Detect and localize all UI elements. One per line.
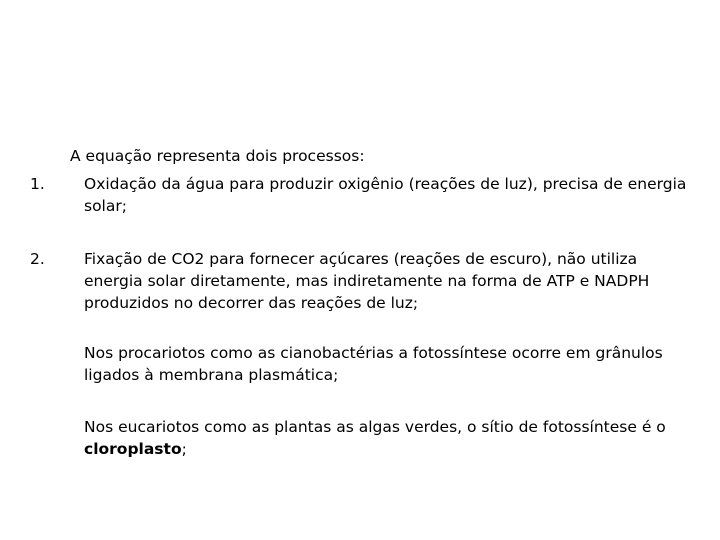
- paragraph-procariotos: Nos procariotos como as cianobactérias a fotossíntese ocorre em grânulos ligados à membrana plasmática;: [84, 344, 663, 384]
- term-cloroplasto: cloroplasto: [84, 440, 182, 458]
- paragraph-eucariotos-suffix: ;: [181, 440, 187, 458]
- list-item-text-2: Fixação de CO2 para fornecer açúcares (reações de escuro), não utiliza energia solar diretamente, mas indiretamente na forma de ATP e NADPH produzidos no decorrer das reações de luz;: [84, 250, 650, 312]
- list-item-number-1: 1.: [30, 175, 45, 193]
- paragraph-eucariotos: [84, 416, 694, 460]
- paragraph-eucariotos-prefix: Nos eucariotos como as plantas as algas verdes, o sítio de fotossíntese é o: [84, 418, 666, 436]
- list-item-number-2: 2.: [30, 250, 45, 268]
- intro-text: A equação representa dois processos:: [70, 147, 365, 165]
- list-item-text-1: Oxidação da água para produzir oxigênio (reações de luz), precisa de energia solar;: [84, 175, 687, 215]
